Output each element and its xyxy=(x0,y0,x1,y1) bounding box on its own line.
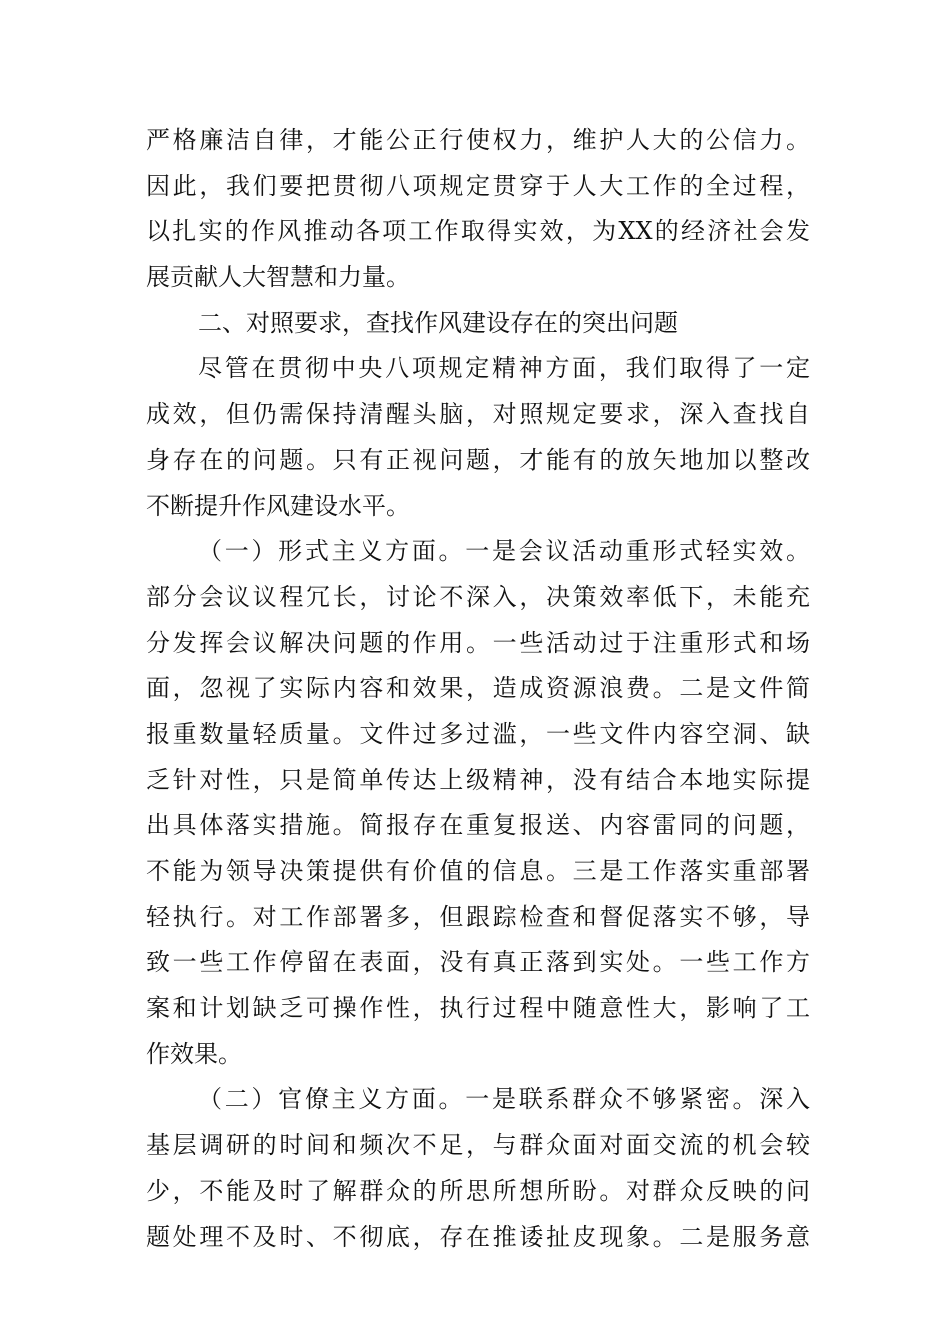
text-line: 不能为领导决策提供有价值的信息。三是工作落实重部署 xyxy=(146,857,810,885)
text-line: 以扎实的作风推动各项工作取得实效，为XX的经济社会发 xyxy=(146,217,810,246)
text-line: 轻执行。对工作部署多，但跟踪检查和督促落实不够，导 xyxy=(146,902,810,931)
text-line: 案和计划缺乏可操作性，执行过程中随意性大，影响了工 xyxy=(146,994,810,1023)
text-line: 身存在的问题。只有正视问题，才能有的放矢地加以整改 xyxy=(146,445,810,474)
text-line: 面，忽视了实际内容和效果，造成资源浪费。二是文件简 xyxy=(146,674,810,703)
document-body xyxy=(146,118,810,1260)
text-line: 尽管在贯彻中央八项规定精神方面，我们取得了一定 xyxy=(198,354,810,383)
text-line: 基层调研的时间和频次不足，与群众面对面交流的机会较 xyxy=(146,1131,810,1160)
text-line: 展贡献人大智慧和力量。 xyxy=(146,263,410,292)
text-line: 出具体落实措施。简报存在重复报送、内容雷同的问题， xyxy=(146,811,810,840)
subsection-heading: （一）形式主义方面。一是会议活动重形式轻实效。 xyxy=(198,537,810,566)
text-line: 部分会议议程冗长，讨论不深入，决策效率低下，未能充 xyxy=(146,582,810,611)
text-line: 成效，但仍需保持清醒头脑，对照规定要求，深入查找自 xyxy=(146,400,810,429)
text-line: 少，不能及时了解群众的所思所想所盼。对群众反映的问 xyxy=(146,1176,810,1205)
text-line: 题处理不及时、不彻底，存在推诿扯皮现象。二是服务意 xyxy=(146,1222,810,1251)
text-line: 因此，我们要把贯彻八项规定贯穿于人大工作的全过程， xyxy=(146,171,810,200)
text-line: 分发挥会议解决问题的作用。一些活动过于注重形式和场 xyxy=(146,628,810,657)
text-line: 乏针对性，只是简单传达上级精神，没有结合本地实际提 xyxy=(146,765,810,794)
text-line: 作效果。 xyxy=(146,1039,242,1068)
section-heading: 二、对照要求，查找作风建设存在的突出问题 xyxy=(198,308,678,337)
text-line: 严格廉洁自律，才能公正行使权力，维护人大的公信力。 xyxy=(146,126,810,154)
text-line: 报重数量轻质量。文件过多过滥，一些文件内容空洞、缺 xyxy=(146,719,810,748)
subsection-heading: （二）官僚主义方面。一是联系群众不够紧密。深入 xyxy=(198,1085,810,1114)
text-line: 致一些工作停留在表面，没有真正落到实处。一些工作方 xyxy=(146,948,810,977)
text-line: 不断提升作风建设水平。 xyxy=(146,491,410,520)
